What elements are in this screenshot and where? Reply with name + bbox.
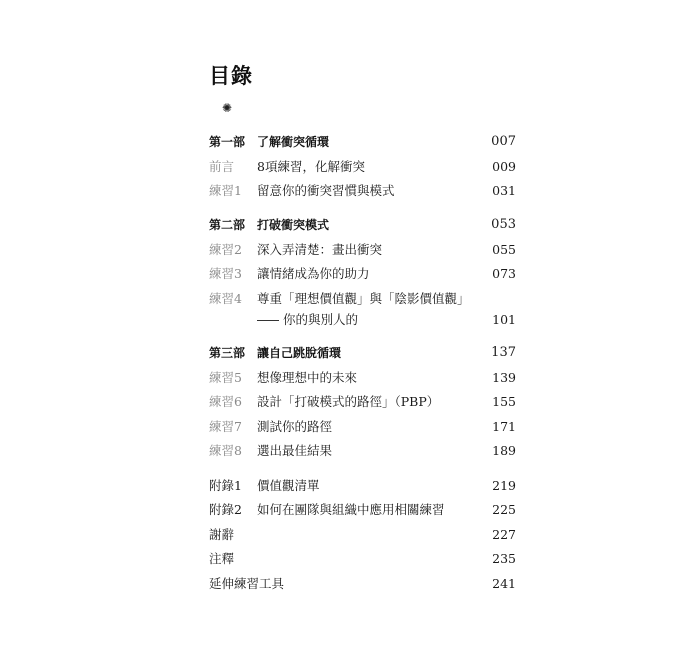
- part-label: 第二部: [209, 218, 246, 232]
- page-number: 225: [492, 502, 516, 517]
- entry-title: 深入弄清楚：畫出衝突: [257, 242, 383, 257]
- toc-entry: [209, 264, 516, 284]
- appendix-title: 延伸練習工具: [209, 576, 285, 591]
- page-title: 目錄: [209, 64, 253, 88]
- entry-title: 讓情緒成為你的助力: [257, 266, 370, 281]
- toc-entry: [209, 368, 516, 388]
- toc-entry: [209, 441, 516, 461]
- toc-part: [209, 132, 516, 152]
- entry-title: 8項練習，化解衝突: [257, 159, 365, 174]
- toc-appendix: [209, 525, 516, 545]
- entry-label: 練習5: [209, 370, 242, 385]
- entry-title: 尊重「理想價值觀」與「陰影價值觀」: [257, 291, 470, 306]
- page-number: 241: [492, 576, 516, 591]
- entry-label: 練習7: [209, 419, 242, 434]
- ornament-icon: ✺: [222, 101, 233, 115]
- page-number: 219: [492, 478, 516, 493]
- appendix-title: 謝辭: [209, 527, 235, 542]
- toc-part: [209, 215, 516, 235]
- entry-label: 練習6: [209, 394, 242, 409]
- toc-appendix: [209, 549, 516, 569]
- toc-entry: [209, 240, 516, 260]
- entry-label: 前言: [209, 159, 235, 174]
- page-number: 155: [492, 394, 516, 409]
- appendix-label: 附錄2: [209, 502, 242, 517]
- appendix-title: 價值觀清單: [257, 478, 320, 493]
- toc-entry: [209, 289, 516, 309]
- page-number: 235: [492, 551, 516, 566]
- page-number: 055: [492, 242, 516, 257]
- toc-part: [209, 343, 516, 363]
- page-number: 189: [492, 443, 516, 458]
- toc-entry: [209, 157, 516, 177]
- page-number: 101: [492, 312, 516, 327]
- entry-title: 設計「打破模式的路徑」（PBP）: [257, 394, 440, 409]
- part-title: 打破衝突模式: [257, 218, 330, 232]
- toc-appendix: [209, 476, 516, 496]
- entry-title: 選出最佳結果: [257, 443, 333, 458]
- appendix-title: 注釋: [209, 551, 235, 566]
- page-number: 171: [492, 419, 516, 434]
- entry-subtitle: 你的與別人的: [283, 312, 359, 327]
- appendix-label: 附錄1: [209, 478, 242, 493]
- entry-label: 練習1: [209, 183, 242, 198]
- entry-label: 練習2: [209, 242, 242, 257]
- toc-entry: [209, 417, 516, 437]
- part-title: 了解衝突循環: [257, 135, 330, 149]
- entry-label: 練習8: [209, 443, 242, 458]
- page-number: 009: [492, 159, 516, 174]
- page-number: 137: [491, 345, 516, 360]
- page-number: 139: [492, 370, 516, 385]
- toc-entry: [209, 181, 516, 201]
- page-number: 053: [491, 217, 516, 232]
- em-dash: [257, 320, 279, 321]
- toc-entry-continuation: [209, 310, 516, 330]
- part-label: 第三部: [209, 346, 246, 360]
- part-label: 第一部: [209, 135, 246, 149]
- toc-entry: [209, 392, 516, 412]
- part-title: 讓自己跳脫循環: [257, 346, 342, 360]
- page-number: 007: [491, 134, 516, 149]
- entry-title: 想像理想中的未來: [257, 370, 358, 385]
- page-number: 073: [492, 266, 516, 281]
- entry-title: 留意你的衝突習慣與模式: [257, 183, 395, 198]
- appendix-title: 如何在團隊與組織中應用相關練習: [257, 502, 445, 517]
- page-number: 227: [492, 527, 516, 542]
- toc-appendix: [209, 574, 516, 594]
- toc-appendix: [209, 500, 516, 520]
- entry-label: 練習3: [209, 266, 242, 281]
- page-number: 031: [492, 183, 516, 198]
- entry-label: 練習4: [209, 291, 242, 306]
- entry-title: 測試你的路徑: [257, 419, 333, 434]
